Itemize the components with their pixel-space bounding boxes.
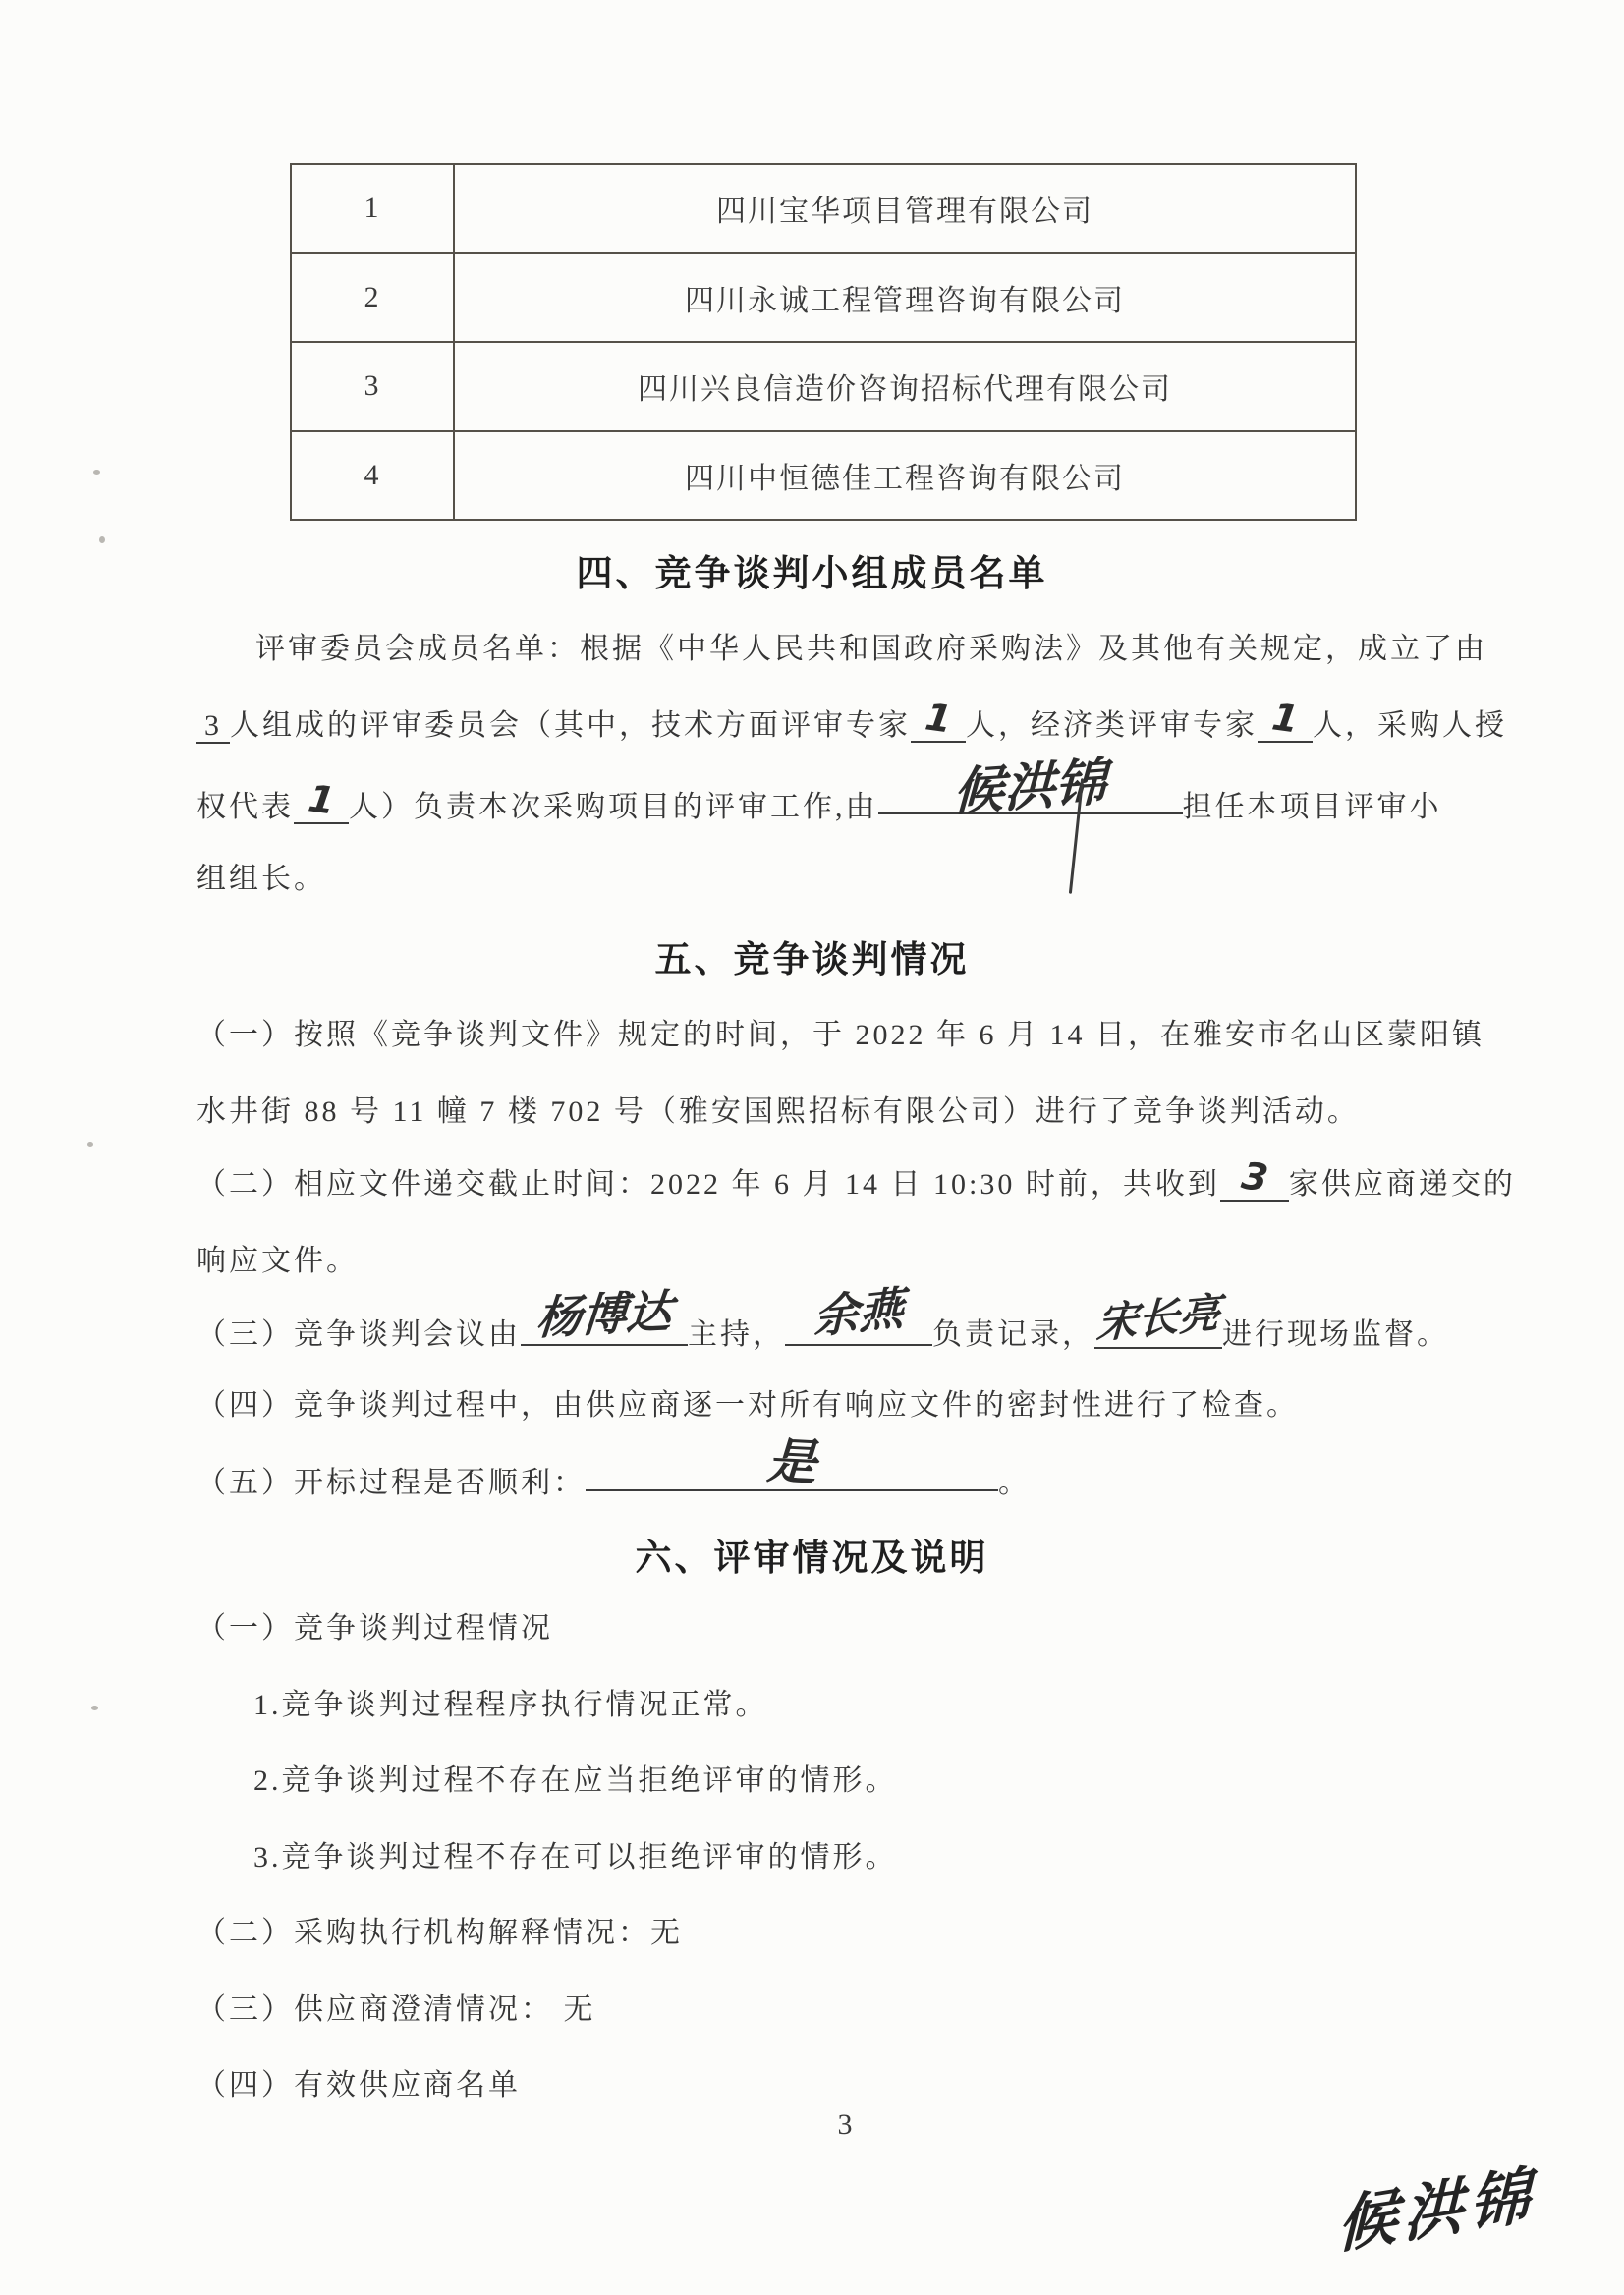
row-number: 1	[291, 164, 454, 253]
scan-speck	[87, 1142, 93, 1147]
footer-signature-handwritten: 候洪锦	[1336, 2157, 1537, 2263]
recorder-signature-blank	[785, 1281, 932, 1346]
text-run: 1.竞争谈判过程程序执行情况正常。	[253, 1689, 768, 1721]
supplier-count-blank	[1220, 1153, 1289, 1202]
text-run: 权代表	[196, 791, 294, 823]
negotiation-item2-line2	[196, 1236, 1572, 1279]
text-run: 负责记录，	[932, 1318, 1094, 1351]
text-run: 。	[998, 1467, 1031, 1499]
opening-smooth-handwritten: 是	[765, 1431, 818, 1492]
table-row	[291, 431, 1356, 521]
text-run: 进行现场监督。	[1222, 1318, 1449, 1351]
review-item1	[196, 1603, 1572, 1647]
text-run: 2.竞争谈判过程不存在应当拒绝评审的情形。	[253, 1764, 898, 1797]
supplier-table	[290, 163, 1357, 521]
text-run: 家供应商递交的	[1288, 1168, 1516, 1201]
econ-expert-count-handwritten: 1	[1268, 695, 1302, 742]
committee-paragraph-line2	[196, 695, 1572, 744]
company-name: 四川永诚工程管理咨询有限公司	[454, 253, 1356, 343]
leader-signature-handwritten: 候洪锦	[952, 753, 1108, 823]
text-run: （五）开标过程是否顺利：	[196, 1467, 586, 1499]
text-run: 人组成的评审委员会（其中，技术方面评审专家	[230, 709, 911, 742]
company-name: 四川中恒德佳工程咨询有限公司	[454, 431, 1356, 521]
company-name: 四川兴良信造价咨询招标代理有限公司	[454, 342, 1356, 431]
scan-speck	[93, 470, 100, 475]
section5-heading: 五、竞争谈判情况	[654, 939, 970, 980]
table-row	[291, 342, 1356, 431]
row-number: 3	[291, 342, 454, 431]
row-number: 2	[291, 253, 454, 343]
scan-speck	[99, 536, 105, 543]
text-run: 人，采购人授	[1313, 709, 1507, 742]
negotiation-item4	[196, 1380, 1572, 1424]
host-signature-blank	[521, 1284, 688, 1346]
review-sub2	[253, 1756, 1624, 1799]
table-row	[291, 164, 1356, 253]
negotiation-item1-line1	[196, 1010, 1572, 1053]
committee-paragraph-line4	[196, 854, 1572, 897]
supervisor-signature-blank	[1094, 1288, 1222, 1349]
buyer-rep-count-blank	[294, 776, 349, 824]
text-run: （二）采购执行机构解释情况：无	[196, 1917, 683, 1949]
text-run: 主持，	[688, 1318, 785, 1351]
negotiation-item5	[196, 1431, 1572, 1499]
host-signature-handwritten: 杨博达	[533, 1284, 675, 1345]
recorder-signature-handwritten: 余燕	[813, 1281, 904, 1344]
text-run: 组组长。	[196, 863, 326, 895]
text-run: 响应文件。	[196, 1245, 359, 1277]
section4-heading: 四、竞争谈判小组成员名单	[576, 553, 1048, 593]
supplier-count-handwritten: 3	[1238, 1153, 1271, 1201]
opening-smooth-blank	[586, 1431, 998, 1492]
negotiation-item3	[196, 1281, 1572, 1352]
page-number: 3	[837, 2108, 853, 2141]
econ-expert-count-blank	[1258, 695, 1313, 743]
text-run: （三）供应商澄清情况： 无	[196, 1993, 596, 2026]
review-item2	[196, 1908, 1572, 1951]
buyer-rep-count-handwritten: 1	[305, 776, 338, 823]
review-sub3	[253, 1832, 1624, 1875]
scan-speck	[91, 1706, 98, 1710]
negotiation-item2-line1	[196, 1153, 1572, 1203]
text-run: 人，经济类评审专家	[966, 709, 1258, 742]
supervisor-signature-handwritten: 宋长亮	[1094, 1288, 1222, 1348]
review-item3	[196, 1985, 1572, 2028]
text-run: 担任本项目评审小	[1182, 791, 1442, 823]
member-total-underlined: 3	[196, 709, 230, 744]
text-run: （四）竞争谈判过程中，由供应商逐一对所有响应文件的密封性进行了检查。	[196, 1389, 1299, 1422]
text-run: 3.竞争谈判过程不存在可以拒绝评审的情形。	[253, 1841, 898, 1874]
section6-heading: 六、评审情况及说明	[635, 1538, 989, 1578]
committee-paragraph-line3	[196, 753, 1572, 823]
negotiation-item1-line2	[196, 1087, 1572, 1130]
text-run: （一）竞争谈判过程情况	[196, 1612, 553, 1645]
company-name: 四川宝华项目管理有限公司	[454, 164, 1356, 253]
review-item4	[196, 2060, 1572, 2103]
committee-paragraph-line1	[255, 624, 1624, 667]
tech-expert-count-blank	[911, 695, 966, 743]
text-run: 人）负责本次采购项目的评审工作,由	[349, 791, 878, 823]
text-run: 评审委员会成员名单：根据《中华人民共和国政府采购法》及其他有关规定，成立了由	[255, 633, 1487, 665]
row-number: 4	[291, 431, 454, 521]
text-run: （一）按照《竞争谈判文件》规定的时间，于 2022 年 6 月 14 日，在雅安市名山区蒙阳镇	[196, 1019, 1484, 1051]
text-run: 水井街 88 号 11 幢 7 楼 702 号（雅安国熙招标有限公司）进行了竞争谈判活动。	[196, 1095, 1360, 1128]
text-run: （二）相应文件递交截止时间：2022 年 6 月 14 日 10:30 时前，共收到	[196, 1168, 1220, 1201]
tech-expert-count-handwritten: 1	[922, 695, 955, 742]
text-run: （三）竞争谈判会议由	[196, 1318, 521, 1351]
text-run: （四）有效供应商名单	[196, 2069, 521, 2101]
leader-signature-blank	[878, 753, 1183, 823]
review-sub1	[253, 1680, 1624, 1723]
table-row	[291, 253, 1356, 343]
